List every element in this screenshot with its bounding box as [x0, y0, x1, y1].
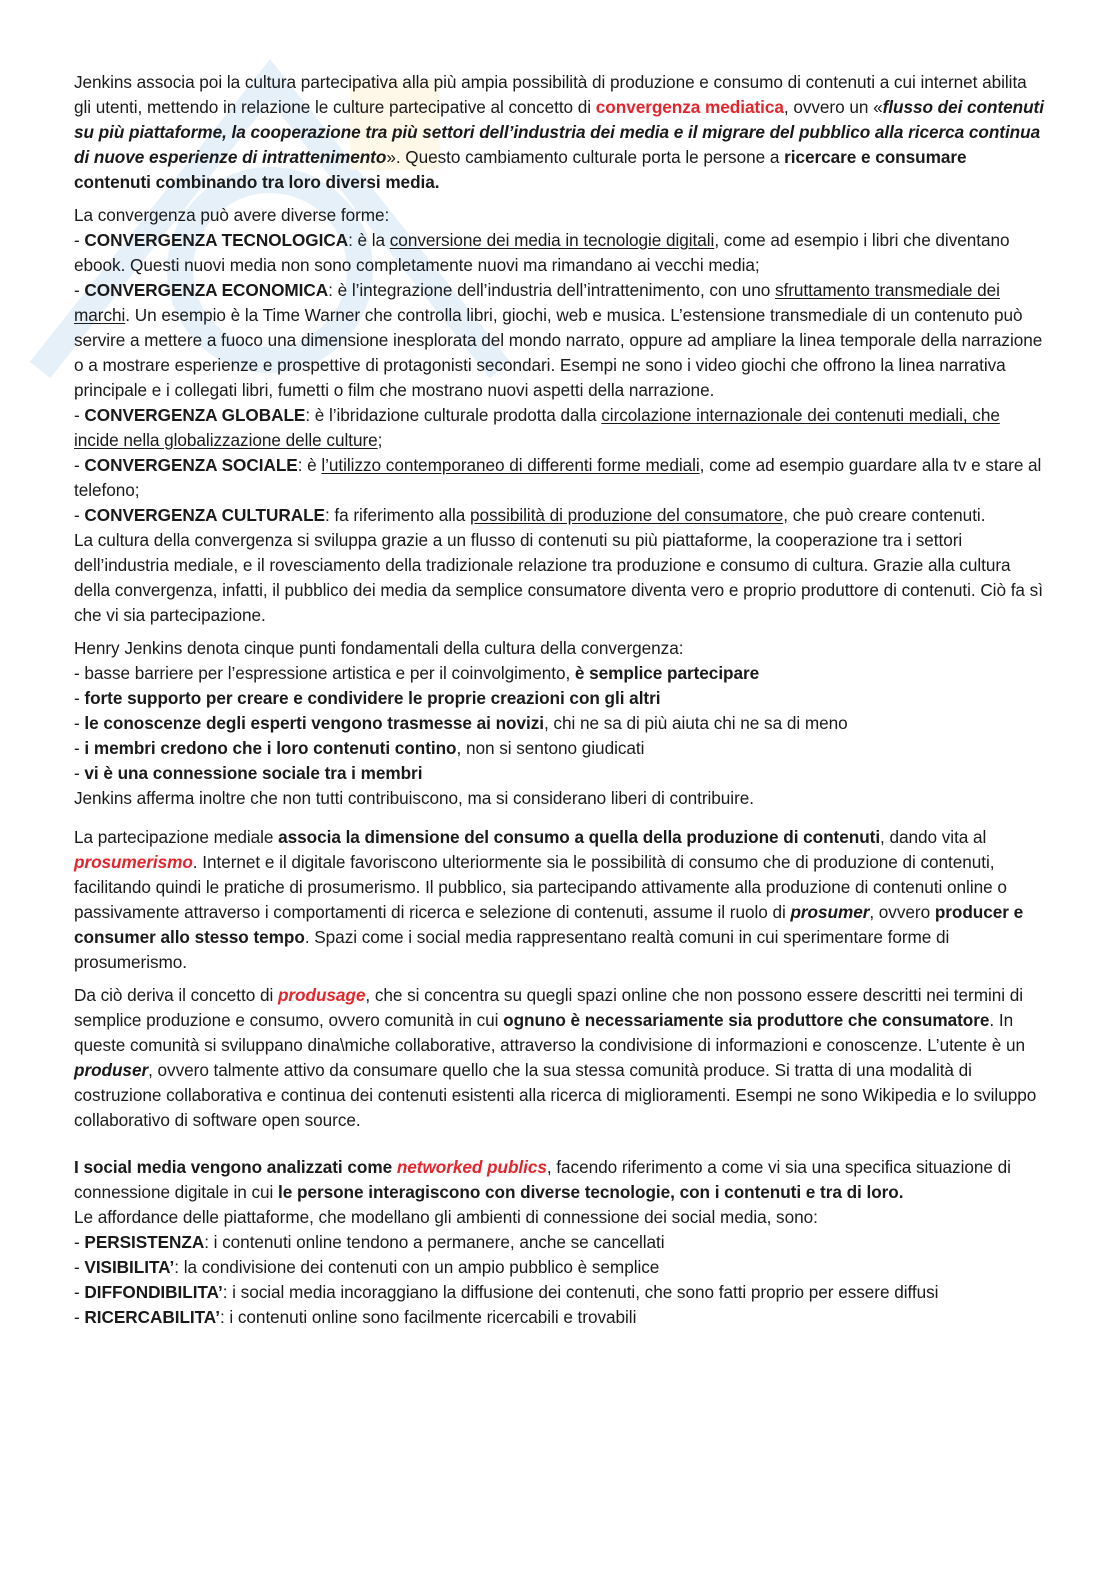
text: , come ad esempio i libri che diventano ebook. Questi nuovi media non sono completamente nuovi ma rimandano ai vecchi media; [74, 230, 1010, 275]
text: - [74, 688, 85, 708]
text: : fa riferimento alla [324, 505, 470, 525]
text: - basse barriere per l’espressione artistica e per il coinvolgimento, [74, 663, 575, 683]
affordance-item [74, 1280, 1044, 1305]
dash: - [74, 230, 85, 250]
text: : è l’ibridazione culturale prodotta dalla [305, 405, 602, 425]
points-intro: Henry Jenkins denota cinque punti fondamentali della cultura della convergenza: [74, 638, 684, 658]
label: RICERCABILITA’ [84, 1307, 220, 1327]
forms-closing: La cultura della convergenza si sviluppa grazie a un flusso di contenuti su più piattaforme, la cooperazione tra i settori dell’industria mediale, e il rovesciamento della tradizionale relazione tra produzione e consumo di cultura. Grazie alla cultura della convergenza, infatti, il pubblico dei media da semplice consumatore diventa vero e proprio produttore di contenuti. Ciò fa sì che vi sia partecipazione. [74, 530, 1043, 625]
affordances-intro: Le affordance delle piattaforme, che modellano gli ambienti di connessione dei social media, sono: [74, 1207, 818, 1227]
text: , facendo riferimento a come vi sia una specifica situazione di connessione digitale in cui [74, 1157, 1011, 1202]
term-produsage: produsage [277, 985, 366, 1005]
term-convergenza-mediatica: convergenza mediatica [595, 97, 784, 117]
dash: - [74, 455, 85, 475]
label: CONVERGENZA SOCIALE [84, 455, 298, 475]
form-sociale [74, 453, 1044, 503]
term-networked-publics: networked publics [396, 1157, 547, 1177]
dash: - [74, 1307, 85, 1327]
underlined-text: possibilità di produzione del consumatore [470, 505, 784, 525]
label: DIFFONDIBILITA’ [84, 1282, 223, 1302]
text: : la condivisione dei contenuti con un ampio pubblico è semplice [174, 1257, 660, 1277]
text: , ovvero un « [783, 97, 883, 117]
document-page [74, 70, 1044, 1330]
text: , che si concentra su quegli spazi online che non possono essere descritti nei termini di semplice produzione e consumo, ovvero comunità in cui [74, 985, 1024, 1030]
bold-text: le persone interagiscono con diverse tecnologie, con i contenuti e tra di loro. [278, 1182, 904, 1202]
form-culturale [74, 503, 1044, 528]
point-item [74, 661, 1044, 686]
text: , ovvero talmente attivo da consumare quello che la sua stessa comunità produce. Si tratta di una modalità di costruzione collaborativa e continua dei contenuti esistenti alla ricerca di miglioramenti. Esempi ne sono Wikipedia e lo sviluppo collaborativo di software open source. [74, 1060, 1037, 1130]
bold-text: i membri credono che i loro contenuti contino [84, 738, 457, 758]
paragraph-prosumerismo [74, 825, 1044, 975]
paragraph-participatory-culture [74, 70, 1044, 195]
text: Jenkins associa poi la cultura partecipativa alla più ampia possibilità di produzione e consumo di contenuti a cui internet abilita gli utenti, mettendo in relazione le culture partecipative al concetto di [74, 72, 1027, 117]
text: ; [377, 430, 383, 450]
text: , chi ne sa di più aiuta chi ne sa di meno [543, 713, 848, 733]
text: : è [297, 455, 322, 475]
point-item [74, 736, 1044, 761]
text: . Un esempio è la Time Warner che controlla libri, giochi, web e musica. L’estensione transmediale di un contenuto può servire a mettere a fuoco una dimensione inesplorata del mondo narrato, oppure ad ampliare la linea temporale della narrazione o a mostrare esperienze e prospettive di protagonisti secondari. Esempi ne sono i video giochi che offrono la linea narrativa principale e i collegati libri, fumetti o film che mostrano nuovi aspetti della narrazione. [74, 305, 1043, 400]
bold-text: forte supporto per creare e condividere le proprie creazioni con gli altri [84, 688, 661, 708]
point-item [74, 686, 1044, 711]
paragraph-networked-publics [74, 1155, 1044, 1205]
paragraph-produsage [74, 983, 1044, 1133]
underlined-text: l’utilizzo contemporaneo di differenti forme mediali [321, 455, 700, 475]
dash: - [74, 280, 85, 300]
affordance-item [74, 1255, 1044, 1280]
text: . Spazi come i social media rappresentano realtà comuni in cui sperimentare forme di prosumerismo. [74, 927, 950, 972]
dash: - [74, 1282, 85, 1302]
underlined-text: conversione dei media in tecnologie digitali [389, 230, 715, 250]
label: CONVERGENZA CULTURALE [84, 505, 325, 525]
bold-text: ricercare e consumare contenuti combinando tra loro diversi media. [74, 147, 967, 192]
text: : è l’integrazione dell’industria dell’intrattenimento, con uno [328, 280, 775, 300]
dash: - [74, 1257, 85, 1277]
form-globale [74, 403, 1044, 453]
label: CONVERGENZA GLOBALE [84, 405, 306, 425]
affordance-item [74, 1305, 1044, 1330]
convergence-forms [74, 203, 1044, 628]
affordance-item [74, 1230, 1044, 1255]
term-produser: produser [74, 1060, 149, 1080]
text: La partecipazione mediale [74, 827, 279, 847]
underlined-text: sfruttamento transmediale dei marchi [74, 280, 1000, 325]
dash: - [74, 405, 85, 425]
text: , come ad esempio guardare alla tv e stare al telefono; [74, 455, 1042, 500]
text: . In queste comunità si sviluppano dina\miche collaborative, attraverso la condivisione di informazioni e conoscenze. L’utente è un [74, 1010, 1026, 1055]
points-closing: Jenkins afferma inoltre che non tutti contribuiscono, ma si considerano liberi di contribuire. [74, 788, 754, 808]
text: , che può creare contenuti. [783, 505, 986, 525]
point-item [74, 761, 1044, 786]
text: . Internet e il digitale favoriscono ulteriormente sia le possibilità di consumo che di produzione di contenuti, facilitando quindi le pratiche di prosumerismo. Il pubblico, sia partecipando attivamente alla produzione di contenuti online o passivamente attraverso i comportamenti di ricerca e selezione di contenuti, assume il ruolo di [74, 852, 1007, 922]
text: - [74, 713, 85, 733]
text: - [74, 763, 85, 783]
dash: - [74, 1232, 85, 1252]
text: : i social media incoraggiano la diffusione dei contenuti, che sono fatti proprio per essere diffusi [222, 1282, 939, 1302]
text: , non si sentono giudicati [456, 738, 645, 758]
bold-text: I social media vengono analizzati come [74, 1157, 397, 1177]
label: PERSISTENZA [84, 1232, 205, 1252]
dash: - [74, 505, 85, 525]
form-tecnologica [74, 228, 1044, 278]
jenkins-points [74, 636, 1044, 811]
point-item [74, 711, 1044, 736]
term-prosumerismo: prosumerismo [74, 852, 193, 872]
label: CONVERGENZA TECNOLOGICA [84, 230, 349, 250]
bold-text: è semplice partecipare [574, 663, 760, 683]
label: VISIBILITA’ [84, 1257, 175, 1277]
text: , ovvero [869, 902, 935, 922]
bold-text: producer e consumer allo stesso tempo [74, 902, 1024, 947]
text: - [74, 738, 85, 758]
text: : i contenuti online tendono a permanere, anche se cancellati [204, 1232, 665, 1252]
text: : i contenuti online sono facilmente ricercabili e trovabili [219, 1307, 637, 1327]
form-economica [74, 278, 1044, 403]
bold-text: ognuno è necessariamente sia produttore che consumatore [503, 1010, 990, 1030]
text: ». Questo cambiamento culturale porta le persone a [386, 147, 785, 167]
bold-text: vi è una connessione sociale tra i membri [84, 763, 423, 783]
networked-publics-section [74, 1155, 1044, 1330]
text: , dando vita al [880, 827, 987, 847]
bold-text: le conoscenze degli esperti vengono trasmesse ai novizi [84, 713, 544, 733]
forms-intro: La convergenza può avere diverse forme: [74, 205, 390, 225]
bold-text: associa la dimensione del consumo a quella della produzione di contenuti [278, 827, 881, 847]
text: Da ciò deriva il concetto di [74, 985, 278, 1005]
label: CONVERGENZA ECONOMICA [84, 280, 329, 300]
term-prosumer: prosumer [790, 902, 870, 922]
text: : è la [348, 230, 390, 250]
underlined-text: circolazione internazionale dei contenuti mediali, che incide nella globalizzazione delle culture [74, 405, 1000, 450]
quote: flusso dei contenuti su più piattaforme, la cooperazione tra più settori dell’industria dei media e il migrare del pubblico alla ricerca continua di nuove esperienze di intrattenimento [74, 97, 1044, 167]
